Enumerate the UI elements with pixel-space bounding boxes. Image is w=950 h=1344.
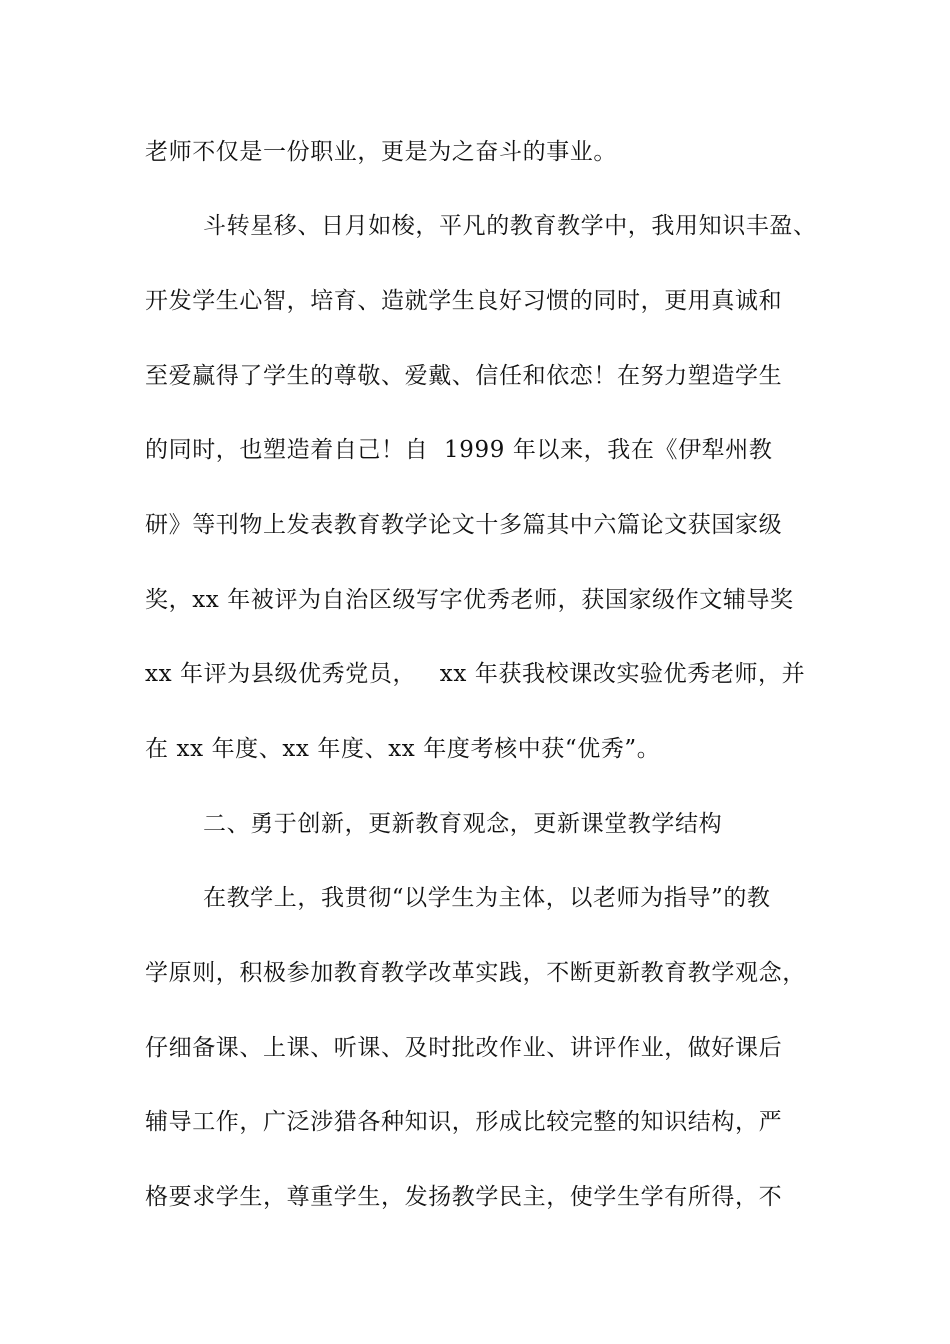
paragraph-first-line: 斗转星移、日月如梭，平凡的教育教学中，我用知识丰盈、 bbox=[203, 213, 817, 239]
text-line: 仔细备课、上课、听课、及时批改作业、讲评作业，做好课后 bbox=[145, 1035, 783, 1061]
text-line: 老师不仅是一份职业，更是为之奋斗的事业。 bbox=[145, 139, 617, 165]
text-line: 至爱赢得了学生的尊敬、爱戴、信任和依恋！在努力塑造学生 bbox=[145, 363, 783, 389]
text-line: 开发学生心智，培育、造就学生良好习惯的同时，更用真诚和 bbox=[145, 288, 783, 314]
text-line: 格要求学生，尊重学生，发扬教学民主，使学生学有所得，不 bbox=[145, 1184, 783, 1210]
section-heading: 二、勇于创新，更新教育观念，更新课堂教学结构 bbox=[203, 811, 723, 837]
text-line: 研》等刊物上发表教育教学论文十多篇其中六篇论文获国家级 bbox=[145, 512, 783, 538]
text-line: xx 年评为县级优秀党员， xx 年获我校课改实验优秀老师，并 bbox=[145, 661, 806, 687]
text-line: 学原则，积极参加教育教学改革实践，不断更新教育教学观念， bbox=[145, 960, 806, 986]
text-line: 奖，xx 年被评为自治区级写字优秀老师，获国家级作文辅导奖 bbox=[145, 587, 794, 613]
text-line: 在 xx 年度、xx 年度、xx 年度考核中获“优秀”。 bbox=[145, 736, 661, 762]
paragraph-first-line: 在教学上，我贯彻“以学生为主体，以老师为指导”的教 bbox=[203, 885, 771, 911]
text-line: 的同时，也塑造着自己！自 1999 年以来，我在《伊犁州教 bbox=[145, 437, 773, 463]
text-line: 辅导工作，广泛涉猎各种知识，形成比较完整的知识结构，严 bbox=[145, 1109, 783, 1135]
